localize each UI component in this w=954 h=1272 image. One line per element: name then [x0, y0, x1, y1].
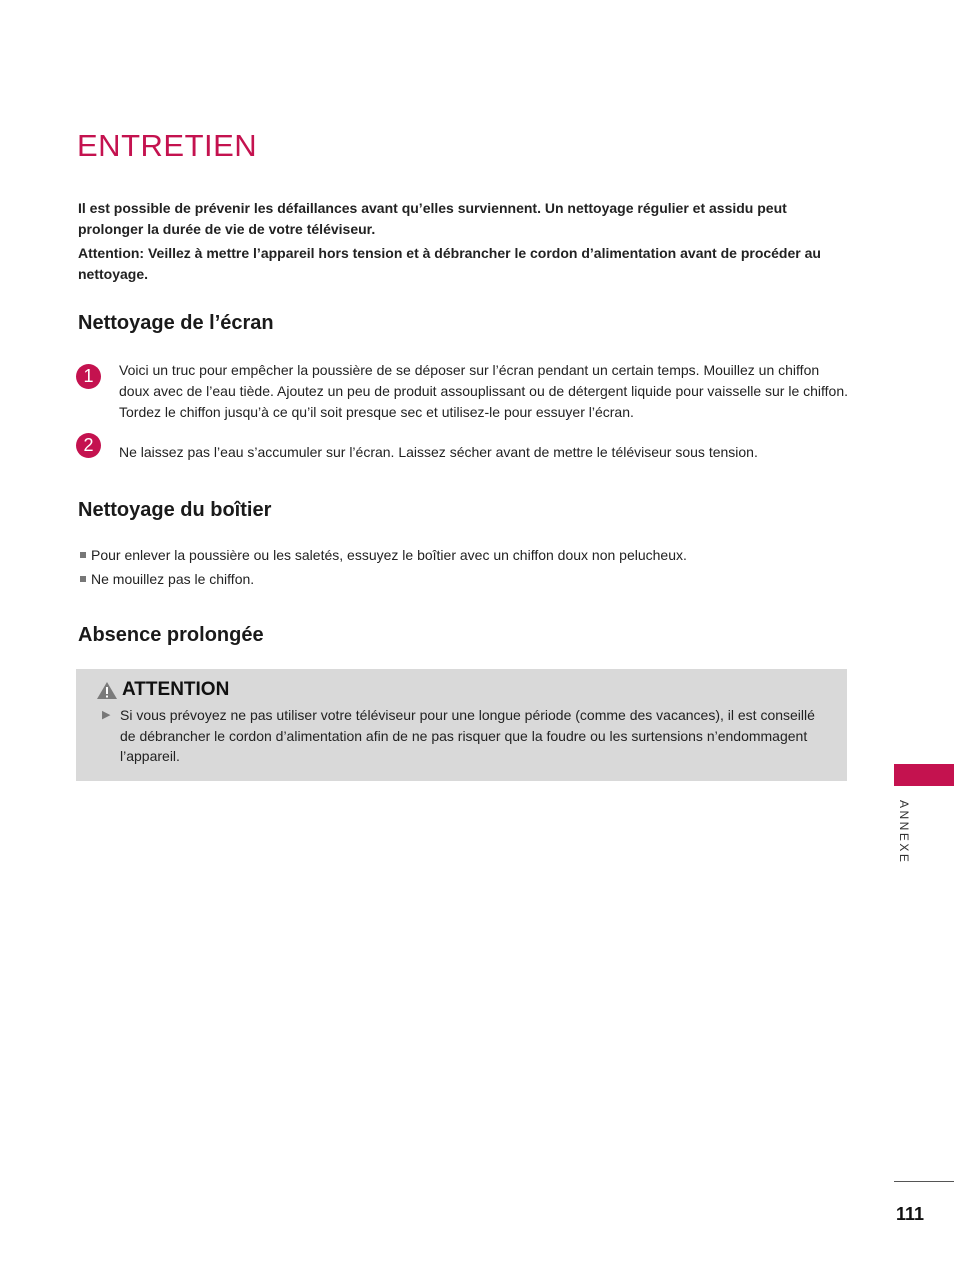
attention-body: [102, 705, 822, 767]
attention-text: Si vous prévoyez ne pas utiliser votre téléviseur pour une longue période (comme des vacances), il est conseillé de débrancher le cordon d’alimentation afin de ne pas risquer que la foudre ou les surtensions n’endommagent l’appareil.: [120, 707, 815, 764]
page-number: 111: [896, 1204, 925, 1224]
step-number-badge: 1: [76, 364, 101, 389]
list-item: [80, 567, 687, 591]
square-bullet-icon: [80, 576, 86, 582]
list-item-text: Pour enlever la poussière ou les saletés, essuyez le boîtier avec un chiffon doux non pelucheux.: [91, 547, 687, 563]
step-text: Ne laissez pas l’eau s’accumuler sur l’écran. Laissez sécher avant de mettre le téléviseur sous tension.: [119, 444, 758, 460]
section-heading-screen-cleaning: Nettoyage de l’écran: [78, 312, 274, 334]
intro-paragraph: Il est possible de prévenir les défaillances avant qu’elles surviennent. Un nettoyage régulier et assidu peut prolonger la durée de vie de votre téléviseur.: [78, 200, 787, 237]
footer-divider: [894, 1181, 954, 1182]
section-tab-marker: [894, 764, 954, 786]
intro-attention-paragraph: Attention: Veillez à mettre l’appareil hors tension et à débrancher le cordon d’alimentation avant de procéder au nettoyage.: [78, 245, 821, 282]
list-item: [80, 543, 687, 567]
list-item-text: Ne mouillez pas le chiffon.: [91, 571, 255, 587]
arrow-right-icon: ▶: [102, 709, 111, 721]
page-title: ENTRETIEN: [77, 128, 258, 163]
section-heading-extended-absence: Absence prolongée: [78, 624, 264, 646]
step-text: Voici un truc pour empêcher la poussière de se déposer sur l’écran pendant un certain temps. Mouillez un chiffon doux avec de l’eau tiède. Ajoutez un peu de produit assouplissant ou de détergent liquide pour vaisselle sur le chiffon. Tordez le chiffon jusqu’à ce qu’il soit presque sec et utilisez-le pour essuyer l’écran.: [119, 362, 849, 420]
section-heading-cabinet-cleaning: Nettoyage du boîtier: [78, 499, 272, 521]
section-tab-label: ANNEXE: [897, 800, 911, 865]
square-bullet-icon: [80, 552, 86, 558]
attention-header: [96, 679, 229, 701]
attention-box: [76, 669, 847, 781]
attention-title: ATTENTION: [122, 679, 230, 700]
step-number-badge: 2: [76, 433, 101, 458]
warning-triangle-icon: [96, 681, 118, 700]
cabinet-cleaning-list: [80, 543, 687, 591]
intro-text: [78, 198, 848, 288]
